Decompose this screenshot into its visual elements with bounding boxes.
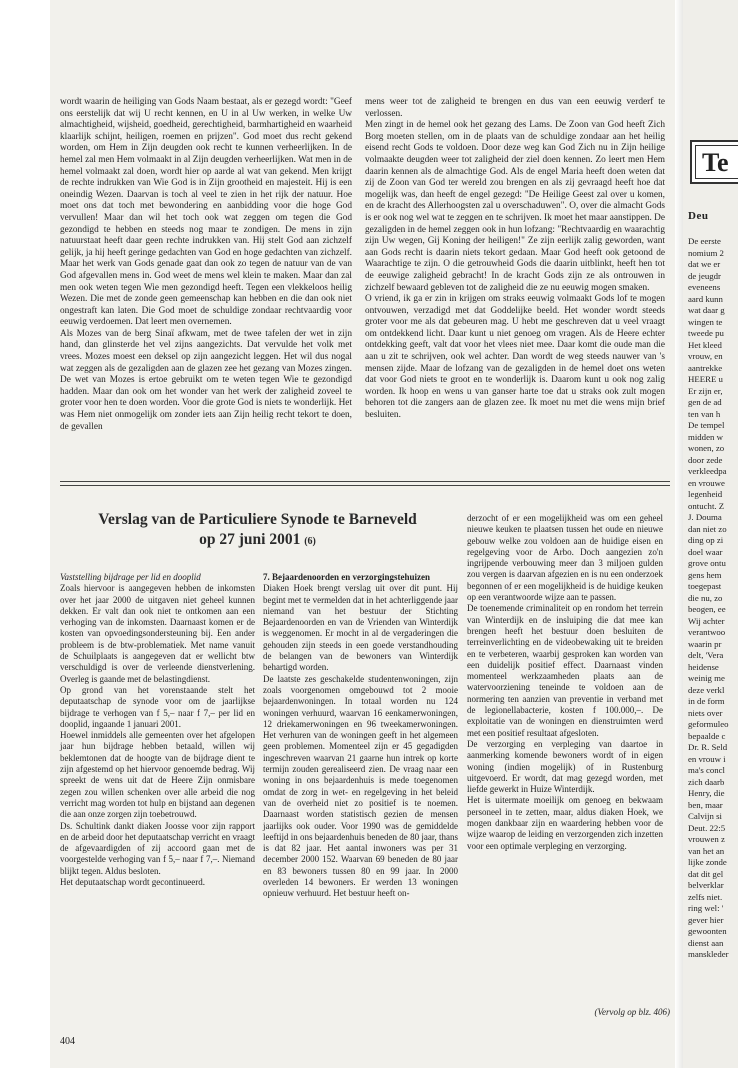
adjacent-page-line: vrouwen z (688, 834, 725, 844)
adjacent-page-line: zelfs niet. (688, 891, 723, 902)
adjacent-page-text (688, 236, 738, 961)
adjacent-page-line: door zede (688, 454, 723, 465)
adjacent-page-line: en vrouw i (688, 753, 726, 764)
adjacent-page-line: gewoonten (688, 926, 727, 936)
adjacent-page-line: weinig me (688, 673, 725, 683)
report-title (60, 510, 455, 552)
adjacent-page-line: nomium 2 (688, 247, 724, 258)
adjacent-page-line: wingen te (688, 316, 723, 327)
adjacent-page-line: zich daarb (688, 776, 725, 787)
paragraph: Op grond van het vorenstaande stelt het deputaatschap de synode voor om de jaarlijkse bijdrage te verhogen van f 5,– naar f 7,– per lid en dooplid, ingaande 1 januari 2001. (60, 684, 255, 729)
adjacent-page-line: J. Douma (688, 512, 722, 522)
adjacent-page-line: bepaalde c (688, 730, 726, 741)
adjacent-page-line: wat daar g (688, 305, 725, 315)
adjacent-page-line: De eerste (688, 236, 721, 246)
adjacent-page-line: doel waar (688, 546, 723, 557)
adjacent-page-line: gen de ad (688, 397, 722, 407)
adjacent-page-line: Wij achter (688, 615, 725, 626)
adjacent-page-line: geformuleo (688, 719, 729, 729)
adjacent-page-line: Er zijn er, (688, 385, 723, 396)
section-heading: 7. Bejaardenoorden en verzorgingstehuizen (263, 572, 430, 582)
adjacent-page-line: Deut. 22:5 (688, 822, 726, 833)
paragraph: De verzorging en verpleging van daartoe in aanmerking komende bewoners wordt of in eigen woning (indien mogelijk) of in Rustenburg uitgevoerd. Er wordt, dat mag gezegd worden, met liefde gewerkt in Huize Winterdijk. (467, 738, 663, 795)
report-date: op 27 juni 2001 (199, 531, 301, 548)
adjacent-page-line: wonen, zo (688, 443, 725, 453)
section-divider (60, 481, 670, 486)
paragraph: derzocht of er een mogelijkheid was om een geheel nieuwe keuken te plaatsen tussen het oude en nieuwe gebouw welke zou voldoen aan de huidige eisen en regelgeving voor de Arbo. Doch aangezien zo'n ingrijpende verbouwing meer dan 3 miljoen gulden zou vergen is daarvan afgezien en is nu een onderzoek begonnen of er een mogelijkheid is de huidige keuken op een verantwoorde wijze aan te passen. (467, 513, 663, 603)
adjacent-page-line: Henry, die (688, 788, 725, 798)
adjacent-page-line: aantrekke (688, 362, 723, 373)
adjacent-page-line: ontucht. Z (688, 500, 725, 511)
paragraph: Zoals hiervoor is aangegeven hebben de inkomsten over het jaar 2000 de uitgaven niet geheel kunnen dekken. Er valt dan ook niet te ontkomen aan een verhoging van de inkomsten. Daarnaast komen er de kosten van opvoedingsondersteuning bij. Een ander probleem is de btw-problematiek. Met name vanuit de Schuilplaats is aangegeven dat er wellicht btw verschuldigd is over de verleende dienstverlening. Overleg is gaande met de belastingdienst. (60, 583, 255, 684)
adjacent-page-line: dan niet zo (688, 523, 727, 534)
adjacent-page-line: beogen, ee (688, 604, 726, 614)
adjacent-page-line: verantwoo (688, 627, 726, 637)
paragraph: mens weer tot de zaligheid te brengen en dus van een eeuwig verderf te verlossen. (365, 97, 665, 119)
report-title-line: Verslag van de Particuliere Synode te Barneveld (98, 511, 417, 528)
adjacent-page-line: de jeugdr (688, 270, 721, 281)
logo-text: Te (695, 145, 738, 179)
paragraph: De laatste zes geschakelde studentenwoningen, zijn zoals voorgenomen omgebouwd tot 2 mooie bejaardenwoningen. In totaal worden nu 124 woningen verhuurd, waarvan 16 eenkamerwoningen, 12 driekamerwoningen en 96 tweekamerwoningen. Het verhuren van de woningen geeft in het algemeen geen problemen. Momenteel zijn er 45 gegadigden ingeschreven waarvan 21 gaarne hun intrek op korte termijn zouden gerealiseerd zien. De vraag naar een woning in ons bejaardenhuis is mede toegenomen omdat de zorg in wet- en regelgeving in het beleid van de overheid niet zo positief is te noemen. Daarnaast worden statistisch gezien de mensen jaarlijks ook ouder. Voor 1990 was de gemiddelde leeftijd in ons bejaardenhuis beneden de 80 jaar, thans is dat 82 jaar. Het aantal inwoners was per 31 december 2000 152. Waarvan 69 beneden de 80 jaar en 83 bewoners tussen 80 en 99 jaar. In 2000 overleden 14 bewoners. Er werden 13 woningen opnieuw verhuurd. Het bestuur heeft on- (263, 673, 458, 899)
adjacent-page-line: midden w (688, 431, 723, 442)
adjacent-page-line: lijke zonde (688, 857, 727, 867)
adjacent-page-line: van het an (688, 845, 725, 856)
adjacent-page-line: verkleedpa (688, 466, 727, 476)
paragraph: wordt waarin de heiliging van Gods Naam bestaat, als er gezegd wordt: "Geef ons eerstelijk dat wij U recht kennen, en U in al Uw werken, in welke Uw almachtigheid, wijsheid, goedheid, gerechtigheid, barmhartigheid en waarheid klaarlijk schijnt, heiligen, roemen en prijzen". God moet dus recht gekend worden, om Hem in Zijn deugden ook recht te kunnen verheerlijken. In de hemel zal men Hem volmaakt in al Zijn deugden verheerlijken. Wat men in de hemel volmaakt zal doen, wordt hier op aarde al wat van gekend. Men krijgt de rechte indrukken van Wie God is in Zijn grootheid en majesteit. Hij is een oneindig Wezen. Daarvan is toch al veel te zien in het rijk der natuur. Hoe moet ons dat toch met bewondering en aanbidding voor die hoge God vervullen! Maar dan wil het toch ook wat zeggen om tegen die God gezondigd te hebben en steeds nog maar te zondigen. De mens in zijn natuurstaat heeft daar geen rechte indrukken van. Hij stelt God aan zichzelf gelijk, ja hij heeft geringe gedachten van God en hoge gedachten van zichzelf. Maar het werk van Gods genade gaat dan ook zo tegen de natuur van de van God afgevallen mens in. God weet de mens wel klein te maken. Maar dan zal men ook weten tegen Wie men gezondigd heeft. Tegen een vlekkeloos heilig Wezen. Die met de zonde geen gemeenschap kan hebben en die dan ook niet ongestraft kan laten. Die God moet de schuldige zondaar rechtvaardig voor eeuwig verdoemen. Dat leert men overnemen. (60, 97, 352, 328)
page-number: 404 (60, 1036, 75, 1047)
adjacent-page-line: in de form (688, 696, 725, 706)
adjacent-page-line: dienst aan (688, 937, 724, 948)
adjacent-page-line: Het kleed (688, 339, 722, 350)
adjacent-page-line: niets over (688, 707, 723, 718)
top-article-column-left (60, 97, 352, 433)
adjacent-page-line: gens hem (688, 569, 722, 580)
paragraph: Het deputaatschap wordt gecontinueerd. (60, 877, 205, 888)
paragraph: De toenemende criminaliteit op en rondom het terrein van Winterdijk en de insluiping die dat mee kan brengen heeft het bestuur doen besluiten de terreinverlichting en de videobewaking uit te breiden en te verbeteren, waarbij gesproken kan worden van een duidelijk positief effect. Daarnaast vinden momenteel werkzaamheden plaats aan de watervoorziening teneinde te voldoen aan de normering ten aanzien van preventie in verband met de legionellabacterie, kosten f 100.000,–. De exploitatie van de woningen en dienstruimten werd met een positief resultaat afgesloten. (467, 603, 663, 738)
adjacent-page-line: Calvijn si (688, 811, 722, 821)
adjacent-page-heading: Deu (688, 210, 709, 222)
paragraph: Hoewel inmiddels alle gemeenten over het afgelopen jaar hun bijdrage hebben betaald, willen wij beklemtonen dat de hoogte van de bijdrage dient te zijn afgestemd op het hiervoor genoemde bedrag. Wij spreekt de wens uit dat de Heere Zijn onmisbare zegen zou willen schenken over alle arbeid die nog verricht mag worden tot hulp en bijstand aan degenen die aan onze zorgen zijn toebetrouwd. (60, 730, 255, 820)
adjacent-page-line: dat we er (688, 259, 721, 269)
page-gutter (675, 0, 683, 1068)
top-article-column-right (365, 97, 665, 422)
adjacent-page-line: gever hier (688, 914, 724, 925)
adjacent-page-line: die nu, zo (688, 592, 723, 603)
adjacent-page-line: en vrouwe (688, 477, 725, 488)
adjacent-page-line: delt, 'Vera (688, 650, 724, 660)
adjacent-page-line: Dr. R. Seld (688, 742, 728, 752)
adjacent-page-line: legenheid (688, 489, 723, 499)
paragraph: Men zingt in de hemel ook het gezang des Lams. De Zoon van God heeft Zich Borg moeten stellen, om in de plaats van de schuldige zondaar aan het heilig eisend recht Gods te voldoen. Door deze weg kan God Zich nu in Zijn heilige volmaakte deugden weer tot zaligheid der ziel doen kennen. Zo leert men Hem daarin kennen als de almachtige God. Als de engel Maria heeft doen weten dat zij de Zoon van God ter wereld zou brengen en als zij gevraagd heeft hoe dat mogelijk was, dan heeft de engel gezegd: "De Heilige Geest zal over u komen, en de kracht des Allerhoogsten zal u overschaduwen". O, over die almacht Gods is er ook nog wel wat te zeggen en te schrijven. Ik moet het maar aanstippen. De gezaligden in de hemel zeggen ook in hun lofzang: "Rechtvaardig en waarachtig zijn Uw wegen, Gij Koning der heiligen!" Ze zijn eerlijk zalig geworden, want aan Gods recht is daarin niets tekort gedaan. Maar God heeft ook getoond de Waarachtige te zijn. O die getrouwheid Gods die daarin uitblinkt, heeft hen tot de eeuwige zaligheid gebracht! In de kracht Gods zijn ze als ontrouwen in zichzelf bewaard gebleven tot de zaligheid die ze nu eeuwig mogen smaken. (365, 120, 665, 293)
adjacent-page-line: aard kunn (688, 293, 723, 304)
paragraph: Het is uitermate moeilijk om genoeg en bekwaam personeel in te zetten, maar, aldus diaken Hoek, we mogen dankbaar zijn en waardering hebben voor de wijze waarop de leiding en verzorgenden zich inzetten voor een optimale verpleging en verzorging. (467, 795, 663, 851)
continuation-note: (Vervolg op blz. 406) (594, 1007, 670, 1017)
masthead-logo (690, 140, 738, 184)
adjacent-page-line: manskleder (688, 949, 729, 959)
paragraph: Diaken Hoek brengt verslag uit over dit punt. Hij begint met te vermelden dat in het achterliggende jaar niemand van het bestuur der Stichting Bejaardenoorden en van de Vrienden van Winterdijk is weggenomen. Er mocht in al de vergaderingen die gehouden zijn steeds in een goede verstandhouding de belangen van de bewoners van Winterdijk behartigd worden. (263, 583, 458, 673)
adjacent-page-line: De tempel (688, 420, 725, 430)
paragraph: Ds. Schultink dankt diaken Joosse voor zijn rapport en de arbeid door het deputaatschap verricht en vraagt de afgevaardigden of zij accoord gaan met de voorgestelde verhoging van f 5,– naar f 7,–. Niemand blijkt tegen. Aldus besloten. (60, 820, 255, 876)
adjacent-page-line: eveneens (688, 282, 721, 292)
adjacent-page (683, 0, 738, 1068)
adjacent-page-line: ring wel: ' (688, 903, 724, 913)
adjacent-page-line: waarin pr (688, 638, 722, 649)
adjacent-page-line: ten van h (688, 408, 721, 419)
subheading: Vaststelling bijdrage per lid en dooplid (60, 572, 201, 582)
report-note-number: (6) (304, 536, 316, 547)
adjacent-page-line: toegepast (688, 581, 722, 591)
adjacent-page-line: vrouw, en (688, 351, 723, 361)
adjacent-page-line: HEERE u (688, 374, 723, 384)
adjacent-page-line: ben, maar (688, 799, 723, 810)
report-column-left (60, 572, 255, 888)
report-column-middle (263, 572, 458, 900)
adjacent-page-line: grove ontu (688, 558, 726, 568)
adjacent-page-line: deze verkl (688, 684, 725, 695)
report-column-right (467, 513, 663, 852)
adjacent-page-line: dat dit gel (688, 868, 724, 879)
adjacent-page-line: ma's concl (688, 765, 726, 775)
paragraph: O vriend, ik ga er zin in krijgen om straks eeuwig volmaakt Gods lof te mogen ontvouwen, verzadigd met dat Goddelijke beeld. Het wonder wordt steeds groter voor me als dat gebeuren mag. U hebt me geschreven dat u veel vraagt om ontdekkend licht. Daar kunt u niet genoeg om vragen. Als de Heere echter ontdekking geeft, valt dat voor het vlees niet mee. Daar komt die oude man die aan u zit te schrijven, ook wel achter. Dan wordt de weg steeds nauwer van 's mensen zijde. Maar de lofzang van de gezaligden in de hemel doet ons weten dat voor God niets te groot en te wonderlijk is. Daarom kunt u ook nog zalig worden. Ik hoop en wens u van ganser harte toe dat u straks ook zult mogen behoren tot die zangers aan de glazen zee. Ik moet nu met die wens mijn brief besluiten. (365, 294, 665, 421)
adjacent-page-line: ding op zi (688, 535, 724, 545)
report-date-line (60, 530, 455, 552)
adjacent-page-line: tweede pu (688, 328, 724, 338)
paragraph: Als Mozes van de berg Sinaï afkwam, met de twee tafelen der wet in zijn hand, dan glinsterde het vel zijns aangezichts. Dat vervulde het volk met vrees. Mozes moest een deksel op zijn aangezicht leggen. Het wil dus nogal wat zeggen als de gezaligden aan de glazen zee het gezang van Mozes zingen. De wet van Mozes is ertoe gebruikt om te weten tegen Wie te gezondigd hadden. Maar dan ook om het wonder van het werk der zaligheid zoveel te groter voor hen te doen worden. Voor die grote God is niets te wonderlijk. Het was Hem niet onmogelijk om zonder iets aan Zijn heilig recht tekort te doen, de gevallen (60, 328, 352, 432)
adjacent-page-line: heidense (688, 661, 719, 672)
adjacent-page-line: belverklar (688, 880, 724, 890)
